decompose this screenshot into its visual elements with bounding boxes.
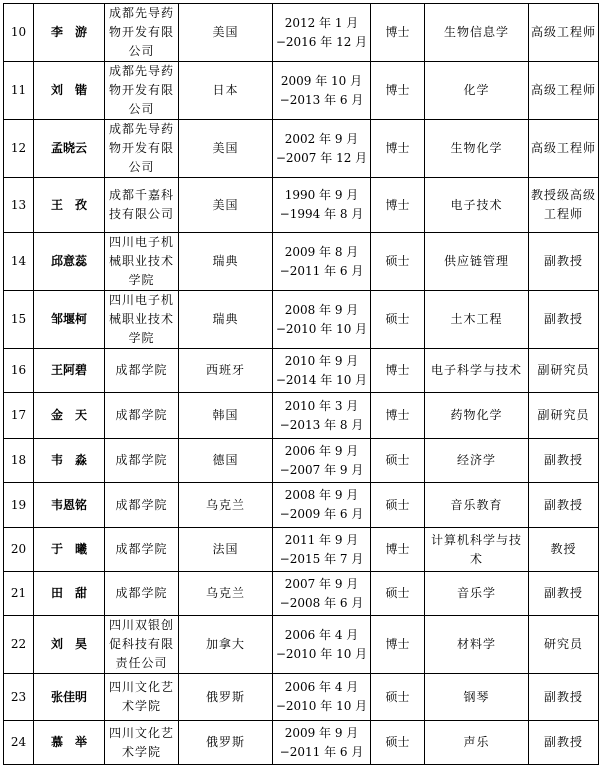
period-start: 2009 年 9 月 bbox=[284, 725, 359, 740]
period-end: −2011 年 6 月 bbox=[279, 744, 364, 759]
period-end: −2008 年 6 月 bbox=[279, 595, 364, 610]
period-start: 2009 年 8 月 bbox=[284, 244, 359, 259]
organization: 成都学院 bbox=[105, 393, 179, 439]
row-number: 21 bbox=[4, 572, 34, 616]
study-period bbox=[273, 120, 371, 178]
period-end: −2016 年 12 月 bbox=[275, 34, 368, 49]
table-row bbox=[4, 4, 599, 62]
study-country: 法国 bbox=[179, 528, 273, 572]
major: 经济学 bbox=[425, 439, 529, 483]
study-country: 德国 bbox=[179, 439, 273, 483]
major: 计算机科学与技术 bbox=[425, 528, 529, 572]
period-end: −2011 年 6 月 bbox=[279, 263, 364, 278]
period-end: −2010 年 10 月 bbox=[275, 321, 368, 336]
study-period bbox=[273, 528, 371, 572]
person-name: 刘 昊 bbox=[34, 616, 105, 674]
table-row bbox=[4, 178, 599, 233]
degree: 硕士 bbox=[371, 483, 425, 528]
major: 钢琴 bbox=[425, 674, 529, 721]
study-country: 美国 bbox=[179, 178, 273, 233]
organization: 成都学院 bbox=[105, 439, 179, 483]
row-number: 18 bbox=[4, 439, 34, 483]
period-start: 2010 年 3 月 bbox=[284, 398, 359, 413]
row-number: 12 bbox=[4, 120, 34, 178]
study-country: 瑞典 bbox=[179, 291, 273, 349]
degree: 硕士 bbox=[371, 572, 425, 616]
person-name: 韦 淼 bbox=[34, 439, 105, 483]
person-name: 田 甜 bbox=[34, 572, 105, 616]
row-number: 17 bbox=[4, 393, 34, 439]
study-period bbox=[273, 721, 371, 765]
professional-title: 副教授 bbox=[529, 291, 599, 349]
professional-title: 副教授 bbox=[529, 674, 599, 721]
degree: 硕士 bbox=[371, 291, 425, 349]
person-name: 邱意蕊 bbox=[34, 233, 105, 291]
study-period bbox=[273, 393, 371, 439]
study-period bbox=[273, 233, 371, 291]
period-end: −2013 年 6 月 bbox=[279, 92, 364, 107]
study-period bbox=[273, 674, 371, 721]
period-end: −2007 年 9 月 bbox=[279, 462, 364, 477]
talent-roster-table bbox=[3, 3, 599, 765]
person-name: 金 天 bbox=[34, 393, 105, 439]
professional-title: 副研究员 bbox=[529, 349, 599, 393]
person-name: 李 游 bbox=[34, 4, 105, 62]
period-start: 2008 年 9 月 bbox=[284, 488, 359, 502]
study-period bbox=[273, 616, 371, 674]
period-start: 2006 年 4 月 bbox=[284, 680, 359, 694]
table-row bbox=[4, 572, 599, 616]
table-row bbox=[4, 349, 599, 393]
major: 电子科学与技术 bbox=[425, 349, 529, 393]
degree: 硕士 bbox=[371, 233, 425, 291]
organization: 四川双银创促科技有限责任公司 bbox=[105, 616, 179, 674]
period-start: 1990 年 9 月 bbox=[284, 188, 359, 202]
organization: 成都千嘉科技有限公司 bbox=[105, 178, 179, 233]
degree: 博士 bbox=[371, 120, 425, 178]
table-row bbox=[4, 439, 599, 483]
study-country: 美国 bbox=[179, 4, 273, 62]
period-end: −2007 年 12 月 bbox=[275, 150, 368, 165]
period-start: 2010 年 9 月 bbox=[284, 353, 359, 368]
professional-title: 副教授 bbox=[529, 572, 599, 616]
professional-title: 副教授 bbox=[529, 439, 599, 483]
degree: 硕士 bbox=[371, 674, 425, 721]
period-start: 2007 年 9 月 bbox=[284, 576, 359, 591]
table-row bbox=[4, 62, 599, 120]
degree: 博士 bbox=[371, 178, 425, 233]
row-number: 19 bbox=[4, 483, 34, 528]
period-end: −1994 年 8 月 bbox=[279, 207, 364, 221]
period-end: −2009 年 6 月 bbox=[279, 507, 364, 521]
table-row bbox=[4, 393, 599, 439]
period-start: 2006 年 4 月 bbox=[284, 627, 359, 642]
row-number: 22 bbox=[4, 616, 34, 674]
degree: 硕士 bbox=[371, 439, 425, 483]
major: 音乐学 bbox=[425, 572, 529, 616]
professional-title: 副教授 bbox=[529, 233, 599, 291]
table-row bbox=[4, 291, 599, 349]
period-end: −2013 年 8 月 bbox=[279, 417, 364, 432]
row-number: 14 bbox=[4, 233, 34, 291]
period-start: 2011 年 9 月 bbox=[284, 532, 359, 547]
organization: 四川电子机械职业技术学院 bbox=[105, 233, 179, 291]
major: 电子技术 bbox=[425, 178, 529, 233]
period-start: 2002 年 9 月 bbox=[284, 131, 359, 146]
organization: 成都学院 bbox=[105, 572, 179, 616]
study-country: 加拿大 bbox=[179, 616, 273, 674]
professional-title: 高级工程师 bbox=[529, 4, 599, 62]
professional-title: 高级工程师 bbox=[529, 120, 599, 178]
professional-title: 高级工程师 bbox=[529, 62, 599, 120]
study-country: 俄罗斯 bbox=[179, 721, 273, 765]
row-number: 24 bbox=[4, 721, 34, 765]
organization: 成都先导药物开发有限公司 bbox=[105, 62, 179, 120]
row-number: 20 bbox=[4, 528, 34, 572]
row-number: 15 bbox=[4, 291, 34, 349]
degree: 硕士 bbox=[371, 721, 425, 765]
row-number: 10 bbox=[4, 4, 34, 62]
person-name: 张佳明 bbox=[34, 674, 105, 721]
study-period bbox=[273, 62, 371, 120]
study-country: 俄罗斯 bbox=[179, 674, 273, 721]
professional-title: 教授 bbox=[529, 528, 599, 572]
degree: 博士 bbox=[371, 616, 425, 674]
person-name: 孟晓云 bbox=[34, 120, 105, 178]
row-number: 11 bbox=[4, 62, 34, 120]
degree: 博士 bbox=[371, 4, 425, 62]
person-name: 韦恩铭 bbox=[34, 483, 105, 528]
study-country: 日本 bbox=[179, 62, 273, 120]
study-period bbox=[273, 4, 371, 62]
professional-title: 教授级高级工程师 bbox=[529, 178, 599, 233]
person-name: 慕 举 bbox=[34, 721, 105, 765]
period-start: 2008 年 9 月 bbox=[284, 302, 359, 317]
table-row bbox=[4, 483, 599, 528]
organization: 成都学院 bbox=[105, 483, 179, 528]
table-row bbox=[4, 528, 599, 572]
period-start: 2012 年 1 月 bbox=[284, 15, 359, 30]
major: 生物化学 bbox=[425, 120, 529, 178]
degree: 博士 bbox=[371, 62, 425, 120]
study-country: 瑞典 bbox=[179, 233, 273, 291]
major: 生物信息学 bbox=[425, 4, 529, 62]
professional-title: 研究员 bbox=[529, 616, 599, 674]
professional-title: 副教授 bbox=[529, 721, 599, 765]
major: 声乐 bbox=[425, 721, 529, 765]
major: 土木工程 bbox=[425, 291, 529, 349]
table-body bbox=[4, 4, 599, 765]
period-end: −2010 年 10 月 bbox=[275, 699, 368, 713]
major: 供应链管理 bbox=[425, 233, 529, 291]
organization: 四川文化艺术学院 bbox=[105, 721, 179, 765]
period-end: −2015 年 7 月 bbox=[279, 551, 364, 566]
period-start: 2006 年 9 月 bbox=[284, 443, 359, 458]
person-name: 邹堰柯 bbox=[34, 291, 105, 349]
organization: 成都先导药物开发有限公司 bbox=[105, 120, 179, 178]
organization: 成都学院 bbox=[105, 349, 179, 393]
table-row bbox=[4, 233, 599, 291]
study-period bbox=[273, 439, 371, 483]
study-period bbox=[273, 291, 371, 349]
period-end: −2010 年 10 月 bbox=[275, 646, 368, 661]
organization: 成都学院 bbox=[105, 528, 179, 572]
organization: 四川文化艺术学院 bbox=[105, 674, 179, 721]
period-end: −2014 年 10 月 bbox=[275, 372, 368, 387]
organization: 四川电子机械职业技术学院 bbox=[105, 291, 179, 349]
major: 材料学 bbox=[425, 616, 529, 674]
organization: 成都先导药物开发有限公司 bbox=[105, 4, 179, 62]
person-name: 王 孜 bbox=[34, 178, 105, 233]
study-country: 乌克兰 bbox=[179, 572, 273, 616]
row-number: 13 bbox=[4, 178, 34, 233]
person-name: 刘 锴 bbox=[34, 62, 105, 120]
period-start: 2009 年 10 月 bbox=[280, 73, 363, 88]
major: 音乐教育 bbox=[425, 483, 529, 528]
degree: 博士 bbox=[371, 393, 425, 439]
table-row bbox=[4, 721, 599, 765]
professional-title: 副研究员 bbox=[529, 393, 599, 439]
major: 药物化学 bbox=[425, 393, 529, 439]
study-country: 西班牙 bbox=[179, 349, 273, 393]
table-row bbox=[4, 120, 599, 178]
degree: 博士 bbox=[371, 349, 425, 393]
major: 化学 bbox=[425, 62, 529, 120]
person-name: 王阿碧 bbox=[34, 349, 105, 393]
row-number: 16 bbox=[4, 349, 34, 393]
professional-title: 副教授 bbox=[529, 483, 599, 528]
study-country: 韩国 bbox=[179, 393, 273, 439]
study-period bbox=[273, 178, 371, 233]
person-name: 于 曦 bbox=[34, 528, 105, 572]
row-number: 23 bbox=[4, 674, 34, 721]
table-row bbox=[4, 674, 599, 721]
study-country: 美国 bbox=[179, 120, 273, 178]
table-row bbox=[4, 616, 599, 674]
study-country: 乌克兰 bbox=[179, 483, 273, 528]
degree: 博士 bbox=[371, 528, 425, 572]
study-period bbox=[273, 349, 371, 393]
study-period bbox=[273, 483, 371, 528]
study-period bbox=[273, 572, 371, 616]
